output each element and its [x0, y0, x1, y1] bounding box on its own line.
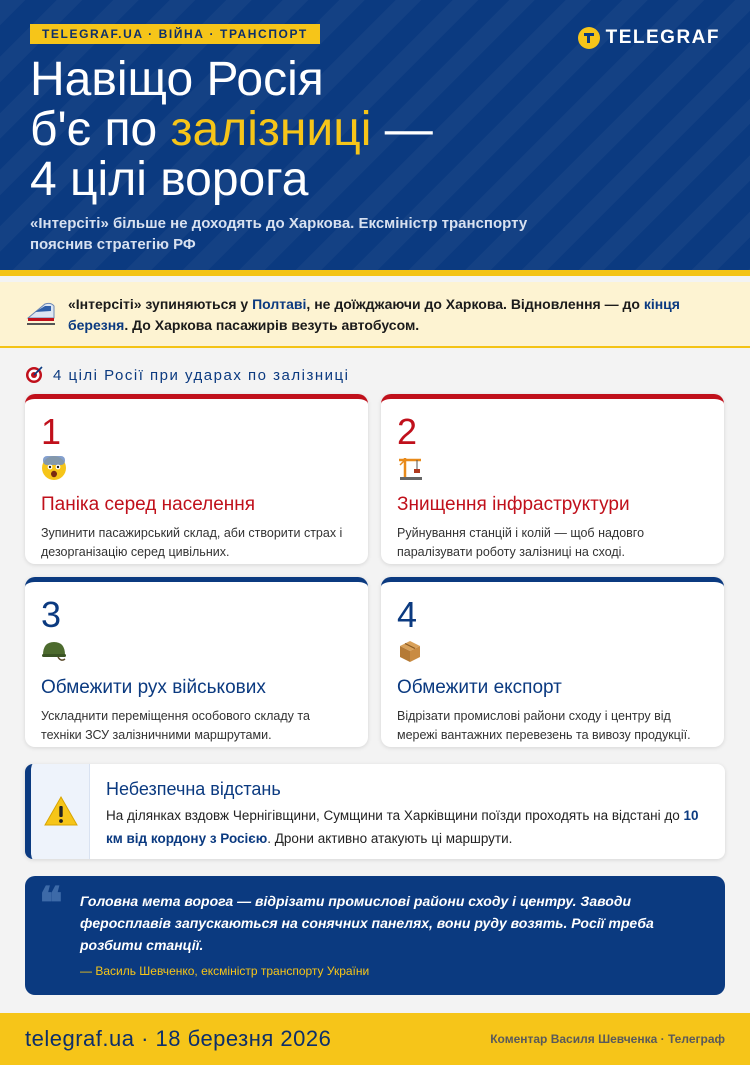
warning-highlight: 10 км від кордону з Росією [106, 808, 699, 846]
danger-distance-box [25, 764, 725, 859]
title-highlight: залізниці [170, 103, 372, 156]
footer [0, 1013, 750, 1065]
title-line-2-pre: б'є по [30, 103, 171, 156]
alert-part-2: , не доїжджаючи до Харкова. Відновлення — до [306, 296, 644, 312]
scared-face-icon [41, 455, 67, 481]
card-text: Зупинити пасажирський склад, аби створити страх і дезорганізацію серед цивільних. [41, 526, 343, 559]
package-icon [397, 638, 423, 664]
footer-source-date[interactable]: telegraf.ua · 18 березня 2026 [25, 1026, 332, 1051]
warning-part-1: На ділянках вздовж Чернігівщини, Сумщини та Харківщини поїзди проходять на відстані до [106, 808, 684, 823]
poltava-link[interactable]: Полтаві [252, 296, 307, 312]
alert-part-3: . До Харкова пасажирів везуть автобусом. [124, 317, 420, 333]
helmet-icon [41, 638, 67, 664]
quote-text: Головна мета ворога — відрізати промислові райони сходу і центру. Заводи феросплавів запускаються на сонячних панелях, вони руду возять. Росії треба розбити станції. [80, 893, 654, 953]
telegraf-logo[interactable] [578, 27, 720, 49]
goal-card-3[interactable] [25, 577, 368, 747]
warning-text [106, 804, 716, 850]
footer-credit: Коментар Василя Шевченка · Телеграф [490, 1032, 725, 1046]
logo-text: TELEGRAF [605, 27, 720, 48]
tagline[interactable]: TELEGRAF.UA · ВІЙНА · ТРАНСПОРТ [30, 24, 320, 44]
page-title [30, 55, 433, 205]
title-line-2-post: — [371, 103, 433, 156]
warning-icon-panel [31, 764, 90, 859]
subtitle: «Інтерсіті» більше не доходять до Харкова. Ексміністр транспорту пояснив стратегію РФ [30, 215, 528, 253]
crane-icon [397, 455, 423, 481]
logo-mark-icon [578, 27, 600, 49]
warning-part-2: . Дрони активно атакують ці маршрути. [267, 831, 513, 846]
card-text: Відрізати промислові райони сходу і центру від мережі вантажних перевезень та вивозу продукції. [397, 709, 691, 742]
quote-block [25, 876, 725, 995]
card-number: 2 [397, 411, 418, 452]
card-title: Знищення інфраструктури [397, 494, 630, 515]
warning-title: Небезпечна відстань [106, 779, 281, 799]
end-of-march-link[interactable]: кінця березня [68, 296, 680, 333]
section-label-text: 4 цілі Росії при ударах по залізниці [53, 366, 350, 384]
goal-card-2[interactable] [381, 394, 724, 564]
card-number: 1 [41, 411, 62, 452]
target-icon [25, 366, 43, 384]
alert-text [68, 294, 728, 336]
card-title: Паніка серед населення [41, 494, 256, 515]
alert-bar [0, 282, 750, 348]
train-icon [25, 298, 57, 330]
section-label [25, 366, 349, 384]
goal-card-1[interactable] [25, 394, 368, 564]
goal-card-4[interactable] [381, 577, 724, 747]
card-text: Ускладнити переміщення особового складу та техніки ЗСУ залізничними маршрутами. [41, 709, 310, 742]
title-line-1: Навіщо Росія [30, 53, 324, 106]
header [0, 0, 750, 276]
card-number: 4 [397, 594, 418, 635]
warning-icon [44, 795, 78, 827]
title-line-3: 4 цілі ворога [30, 153, 309, 206]
quote-author: — Василь Шевченко, ексміністр транспорту України [80, 964, 370, 978]
card-number: 3 [41, 594, 62, 635]
alert-part-1: «Інтерсіті» зупиняються у [68, 296, 253, 312]
card-title: Обмежити рух військових [41, 677, 266, 698]
card-text: Руйнування станцій і колій — щоб надовго паралізувати роботу залізниці на сході. [397, 526, 645, 559]
quote-mark-icon: ❝ [39, 878, 63, 929]
card-title: Обмежити експорт [397, 677, 562, 698]
